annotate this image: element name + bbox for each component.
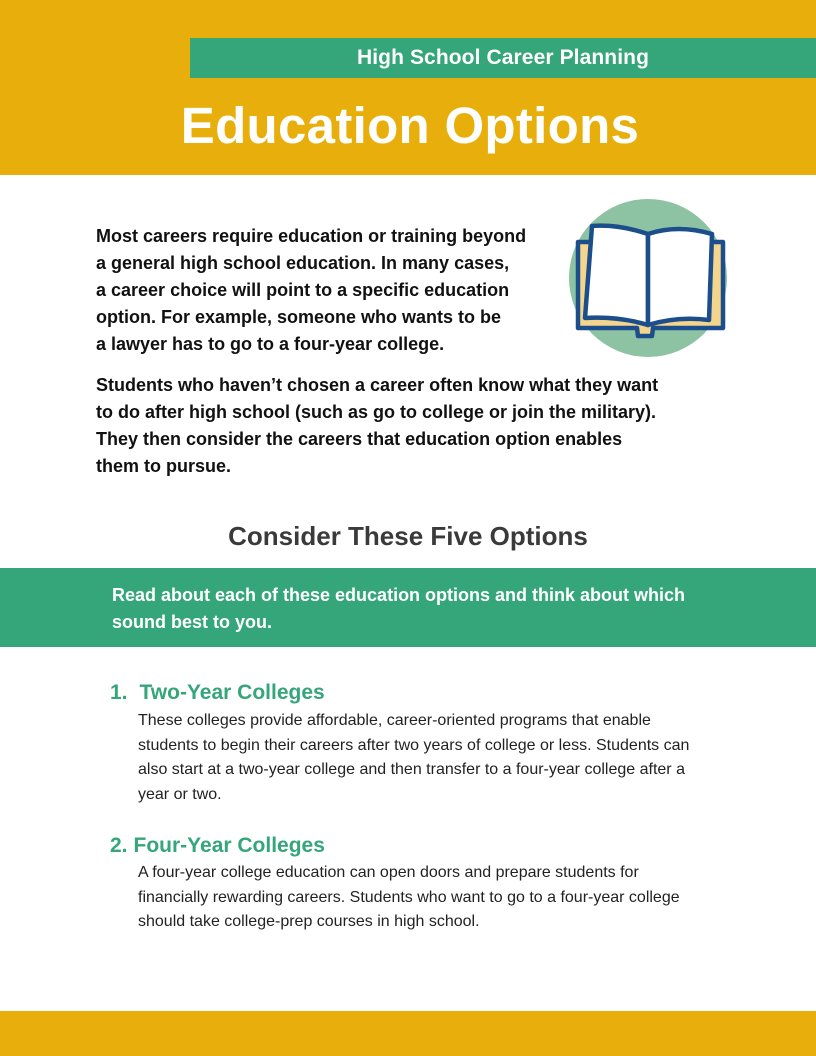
intro-paragraph-2: Students who haven’t chosen a career often know what they want to do after high school (such as go to college or join the military). They then consider the careers that education option enables them to pursue. xyxy=(96,375,659,476)
option-title: Four-Year Colleges xyxy=(133,834,325,857)
open-book-icon xyxy=(566,198,732,364)
header-banner-text: High School Career Planning xyxy=(356,46,650,69)
option-heading-four-year-colleges xyxy=(110,832,325,860)
footer-bar xyxy=(0,1011,816,1056)
option-number: 1. xyxy=(110,681,128,704)
header-banner xyxy=(190,38,816,78)
option-number: 2. xyxy=(110,834,128,857)
section-heading: Consider These Five Options xyxy=(228,521,588,551)
intro-paragraph-1: Most careers require education or training beyond a general high school education. In many cases, a career choice will point to a specific education option. For example, someone who wants to be a lawyer has to go to a four-year college. xyxy=(96,226,527,354)
option-body-two-year-colleges: These colleges provide affordable, career-oriented programs that enable students to begin their careers after two years of college or less. Students can also start at a two-year college and then transfer to a four-year college after a year or two. xyxy=(138,712,690,803)
option-heading-two-year-colleges xyxy=(110,679,325,707)
option-title: Two-Year Colleges xyxy=(139,681,325,704)
page-header xyxy=(0,0,816,175)
option-body-four-year-colleges: A four-year college education can open doors and prepare students for financially rewarding careers. Students who want to go to a four-year college should take college-prep courses in high school. xyxy=(138,864,680,930)
page-title: Education Options xyxy=(180,97,640,154)
instruction-band xyxy=(0,568,816,647)
instruction-text: Read about each of these education options and think about which sound best to you. xyxy=(112,585,686,632)
